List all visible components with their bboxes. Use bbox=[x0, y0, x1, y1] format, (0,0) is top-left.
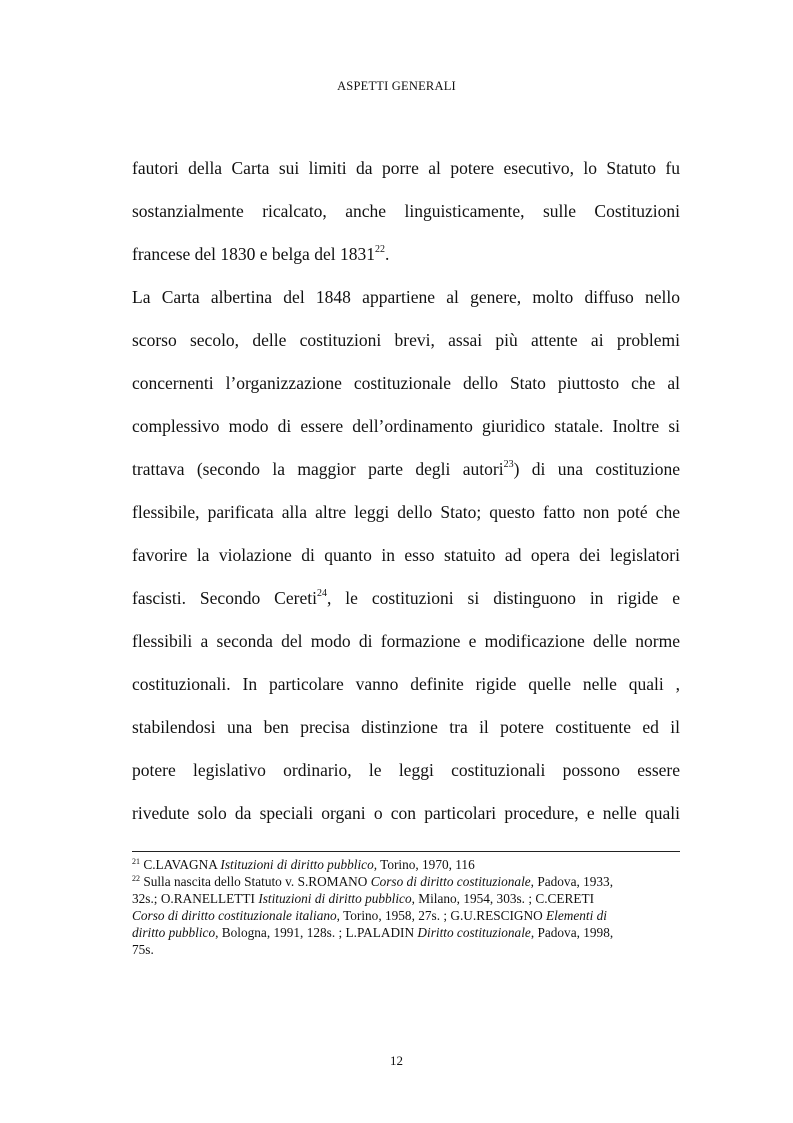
footnote-text: , Milano, 1954, 303s. ; C.CERETI bbox=[411, 891, 595, 906]
footnote-22-line-5 bbox=[132, 942, 680, 958]
footnote-text: C.LAVAGNA bbox=[140, 857, 221, 872]
body-text: francese del 1830 e belga del 1831 bbox=[132, 244, 375, 264]
footnote-21 bbox=[132, 857, 680, 873]
footnote-22-line-3 bbox=[132, 908, 680, 924]
body-line-2: sostanzialmente ricalcato, anche linguisticamente, sulle Costituzioni bbox=[132, 201, 680, 221]
footnote-title: Corso di diritto costituzionale bbox=[370, 874, 531, 889]
footnote-ref-24[interactable]: 24 bbox=[316, 588, 327, 599]
footnote-ref-23[interactable]: 23 bbox=[503, 459, 514, 470]
body-line-7: complessivo modo di essere dell’ordinamento giuridico statale. Inoltre si bbox=[132, 416, 680, 436]
body-line-13: costituzionali. In particolare vanno definite rigide quelle nelle quali , bbox=[132, 674, 680, 694]
footnote-text: 32s.; O.RANELLETTI bbox=[132, 891, 259, 906]
footnote-22-line-2 bbox=[132, 891, 680, 907]
footnote-text: 75s. bbox=[132, 942, 154, 957]
footnote-title: Elementi di bbox=[546, 908, 607, 923]
body-line-10: favorire la violazione di quanto in esso statuito ad opera dei legislatori bbox=[132, 545, 680, 565]
footnote-22-line-1 bbox=[132, 874, 680, 890]
footnote-text: , Padova, 1998, bbox=[530, 925, 614, 940]
footnote-title: diritto pubblico bbox=[132, 925, 216, 940]
footnote-title: Istituzioni di diritto pubblico bbox=[220, 857, 374, 872]
footnote-22-line-4 bbox=[132, 925, 680, 941]
footnote-text: Sulla nascita dello Statuto v. S.ROMANO bbox=[140, 874, 371, 889]
footnote-title: Diritto costituzionale bbox=[417, 925, 531, 940]
footnote-title: Istituzioni di diritto pubblico bbox=[258, 891, 412, 906]
body-line-8 bbox=[132, 458, 680, 480]
body-line-15: potere legislativo ordinario, le leggi costituzionali possono essere bbox=[132, 760, 680, 780]
body-line-14: stabilendosi una ben precisa distinzione tra il potere costituente ed il bbox=[132, 717, 680, 737]
footnote-separator bbox=[132, 851, 680, 852]
body-text: fascisti. Secondo Cereti bbox=[132, 588, 317, 608]
footnote-text: , Torino, 1970, 116 bbox=[373, 857, 475, 872]
footnote-text: , Torino, 1958, 27s. ; G.U.RESCIGNO bbox=[336, 908, 547, 923]
body-line-3 bbox=[132, 243, 680, 265]
body-line-11 bbox=[132, 587, 680, 609]
body-text: , le costituzioni si distinguono in rigide e bbox=[326, 588, 680, 608]
running-header: ASPETTI GENERALI bbox=[337, 79, 456, 93]
footnote-text: , Padova, 1933, bbox=[530, 874, 614, 889]
footnote-number: 22 bbox=[132, 874, 140, 883]
footnote-title: Corso di diritto costituzionale italiano bbox=[132, 908, 337, 923]
body-line-9: flessibile, parificata alla altre leggi dello Stato; questo fatto non poté che bbox=[132, 502, 680, 522]
body-line-5: scorso secolo, delle costituzioni brevi, assai più attente ai problemi bbox=[132, 330, 680, 350]
body-text: ) di una costituzione bbox=[513, 459, 680, 479]
body-line-16: rivedute solo da speciali organi o con particolari procedure, e nelle quali bbox=[132, 803, 680, 823]
body-line-1: fautori della Carta sui limiti da porre al potere esecutivo, lo Statuto fu bbox=[132, 158, 680, 178]
page-number: 12 bbox=[390, 1053, 403, 1068]
footnote-text: , Bologna, 1991, 128s. ; L.PALADIN bbox=[215, 925, 418, 940]
body-line-12: flessibili a seconda del modo di formazione e modificazione delle norme bbox=[132, 631, 680, 651]
body-line-6: concernenti l’organizzazione costituzionale dello Stato piuttosto che al bbox=[132, 373, 680, 393]
body-text: . bbox=[384, 244, 390, 264]
body-line-4: La Carta albertina del 1848 appartiene al genere, molto diffuso nello bbox=[132, 287, 680, 307]
footnote-ref-22[interactable]: 22 bbox=[374, 244, 385, 255]
body-text: trattava (secondo la maggior parte degli autori bbox=[132, 459, 504, 479]
footnote-number: 21 bbox=[132, 857, 140, 866]
